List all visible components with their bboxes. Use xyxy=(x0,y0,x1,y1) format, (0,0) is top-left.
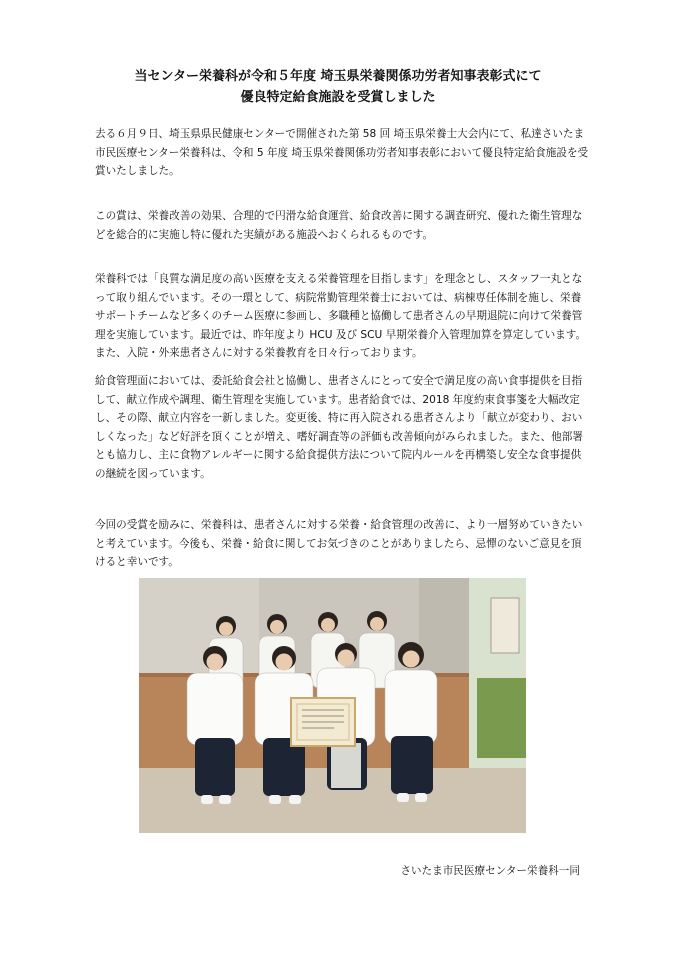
paragraph-closing: 今回の受賞を励みに、栄養科は、患者さんに対する栄養・給食管理の改善に、より一層努めていきたいと考えています。今後も、栄養・給食に関してお気づきのことがありましたら、忌憚のないご意見を頂けると幸いです。 xyxy=(95,519,583,568)
paragraph-meal-management: 給食管理面においては、委託給食会社と協働し、患者さんにとって安全で満足度の高い食事提供を目指して、献立作成や調理、衛生管理を実施しています。患者給食では、2018 年度約束食事箋を大幅改定し、その際、献立内容を一新しました。変更後、特に再入院される患者さんより「献立が変わり、おいしくなった」など好評を頂くことが増え、嗜好調査等の評価も改善傾向がみられました。また、他部署とも協力し、主に食物アレルギーに関する給食提供方法について院内ルールを再構築し安全な食事提供の継続を図っています。 xyxy=(95,375,583,480)
signature: さいたま市民医療センター栄養科一同 xyxy=(400,865,580,877)
page-title xyxy=(0,66,676,108)
paragraph-award-description: この賞は、栄養改善の効果、合理的で円滑な給食運営、給食改善に関する調査研究、優れた衛生管理などを総合的に実施し特に優れた実績がある施設へおくられるものです。 xyxy=(95,210,583,241)
title-line-1: 当センター栄養科が令和５年度 埼玉県栄養関係功労者知事表彰式にて xyxy=(134,69,542,84)
title-line-2: 優良特定給食施設を受賞しました xyxy=(240,90,436,105)
paragraph-nutrition-management: 栄養科では「良質な満足度の高い医療を支える栄養管理を目指します」を理念とし、スタッフ一丸となって取り組んでいます。その一環として、病院常勤管理栄養士においては、病棟専任体制を施し、栄養サポートチームなど多くのチーム医療に参画し、多職種と協働して患者さんの早期退院に向けて栄養管理を実施しています。最近では、昨年度より HCU 及び SCU 早期栄養介入管理加算を算定しています。また、入院・外来患者さんに対する栄養教育を日々行っております。 xyxy=(95,273,587,359)
paragraph-award-announcement: 去る６月９日、埼玉県県民健康センターで開催された第 58 回 埼玉県栄養士大会内にて、私達さいたま市民医療センター栄養科は、令和 5 年度 埼玉県栄養関係功労者知事表彰において優良特定給食施設を受賞いたしました。 xyxy=(95,128,589,177)
group-photo xyxy=(139,578,526,833)
